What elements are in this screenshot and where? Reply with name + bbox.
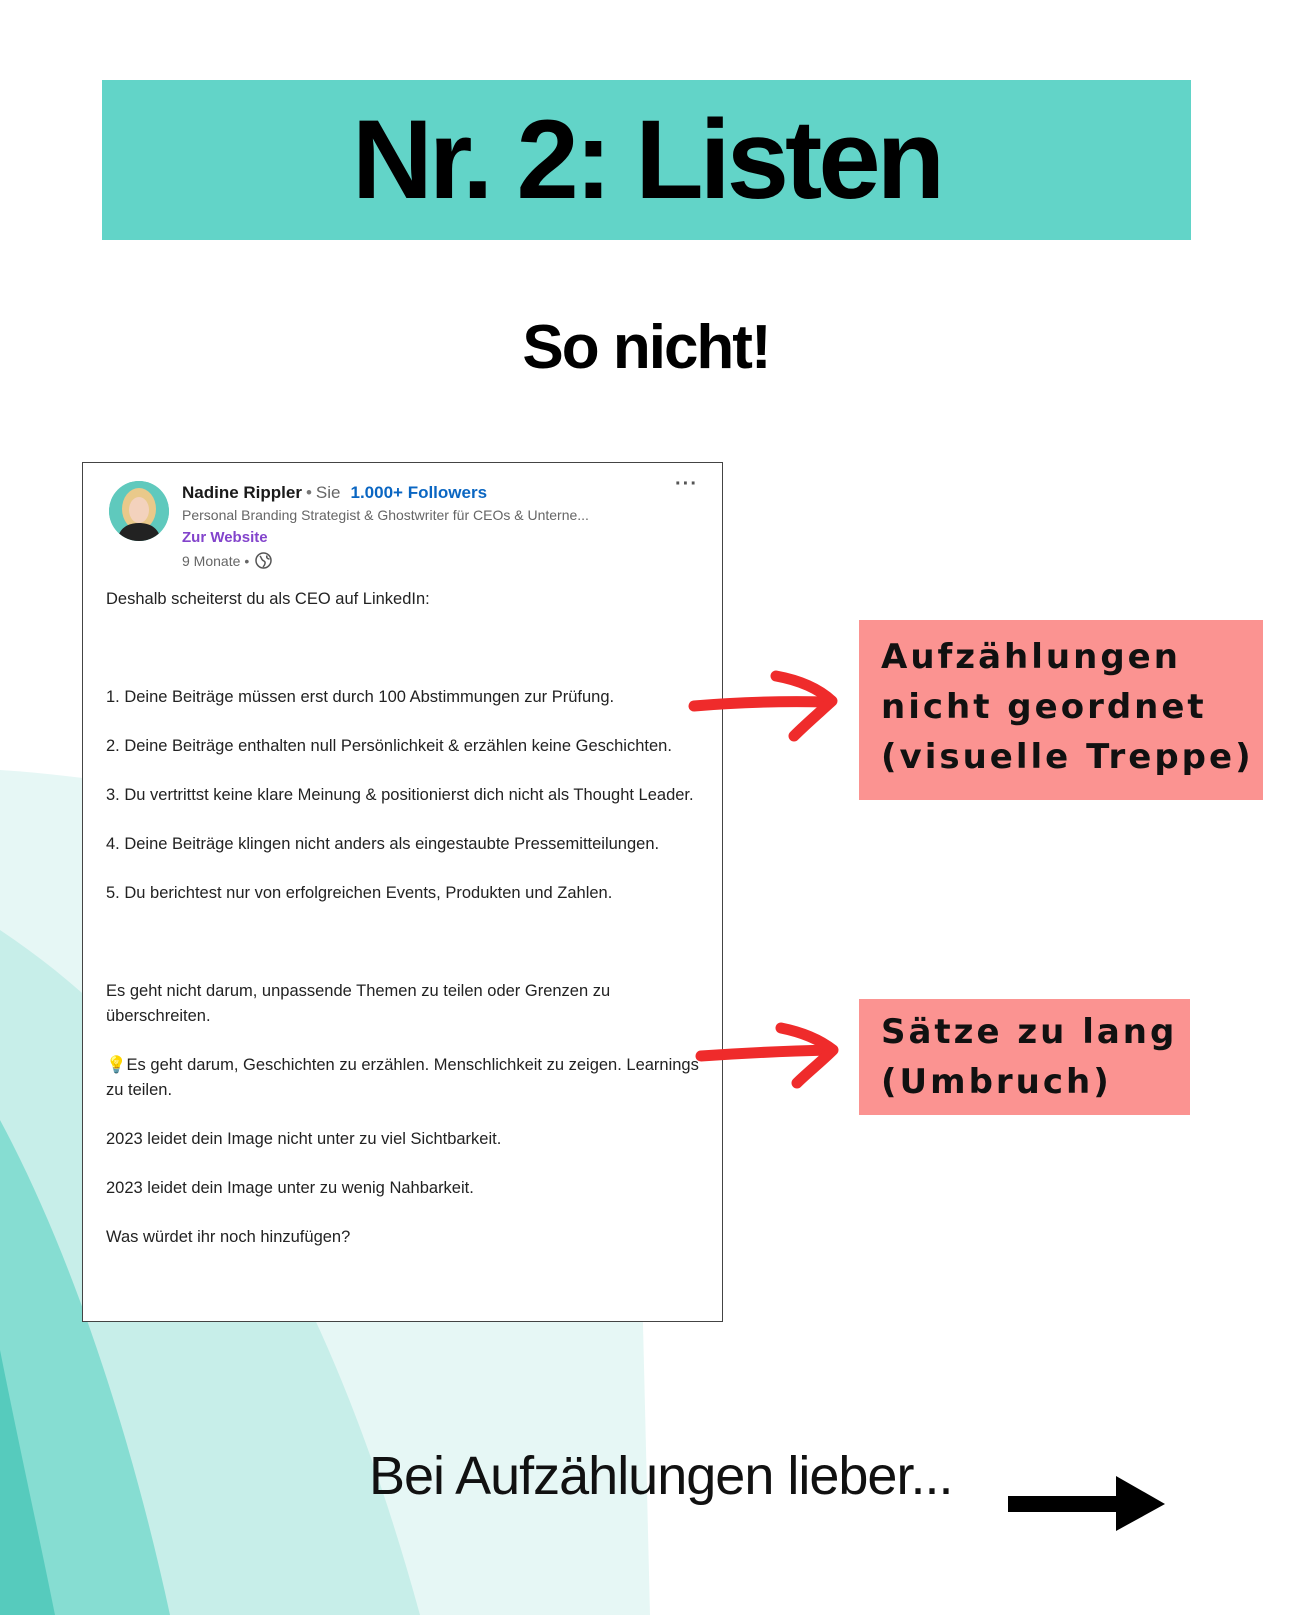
red-arrow-icon	[695, 1020, 850, 1090]
list-item: 5. Du berichtest nur von erfolgreichen Events, Produkten und Zahlen.	[106, 884, 613, 902]
subtitle: So nicht!	[522, 313, 770, 382]
red-arrow-icon	[688, 668, 848, 743]
list-item: 2. Deine Beiträge enthalten null Persönlichkeit & erzählen keine Geschichten.	[106, 737, 672, 755]
globe-icon	[255, 552, 272, 569]
title-banner	[102, 80, 1191, 240]
connection-degree: Sie	[315, 483, 341, 502]
arrow-right-icon[interactable]	[1008, 1474, 1166, 1532]
list-item: 3. Du vertrittst keine klare Meinung & positionierst dich nicht als Thought Leader.	[106, 786, 694, 804]
list-item: 1. Deine Beiträge müssen erst durch 100 Abstimmungen zur Prüfung.	[106, 688, 615, 706]
post-intro: Deshalb scheiterst du als CEO auf LinkedIn:	[106, 590, 430, 608]
list-item: 4. Deine Beiträge klingen nicht anders als eingestaubte Pressemitteilungen.	[106, 835, 660, 853]
paragraph: 2023 leidet dein Image nicht unter zu viel Sichtbarkeit.	[106, 1130, 502, 1148]
paragraph-text: Es geht darum, Geschichten zu erzählen. Menschlichkeit zu zeigen. Learnings zu teilen.	[106, 1056, 699, 1099]
followers-count[interactable]: 1.000+ Followers	[350, 483, 488, 502]
more-icon[interactable]: ···	[675, 473, 698, 495]
callout-text: (Umbruch)	[881, 1062, 1112, 1102]
callout-text: Sätze zu lang	[881, 1012, 1178, 1052]
paragraph: Es geht nicht darum, unpassende Themen zu teilen oder Grenzen zu überschreiten.	[106, 982, 611, 1025]
page-title: Nr. 2: Listen	[351, 97, 942, 222]
callout-text: nicht geordnet	[881, 687, 1207, 727]
callout-text: Aufzählungen	[881, 637, 1181, 677]
callout-long-sentences	[859, 999, 1190, 1115]
author-name[interactable]: Nadine Rippler	[182, 483, 302, 502]
website-link[interactable]: Zur Website	[182, 529, 268, 546]
author-headline: Personal Branding Strategist & Ghostwriter für CEOs & Unterne...	[182, 507, 589, 523]
post-question: Was würdet ihr noch hinzufügen?	[106, 1228, 351, 1246]
post-time: 9 Monate	[182, 552, 241, 569]
footer-text: Bei Aufzählungen lieber...	[369, 1446, 953, 1506]
lightbulb-icon: 💡	[106, 1056, 127, 1074]
callout-text: (visuelle Treppe)	[881, 737, 1254, 777]
callout-unordered-list	[859, 620, 1263, 800]
post-body	[106, 587, 706, 1250]
linkedin-post-card: Nadine Rippler • Sie 1.000+ Followers Personal Branding Strategist & Ghostwriter für CEOs & Unterne... Zur Website 9 Monate • ··· Deshalb scheiterst du als CEO auf LinkedIn: 1. Deine Beiträge müssen erst durch 100 Abstimmungen zur Prüfung. 2. Deine Beiträge enthalten null Persönlichkeit & erzählen keine Geschichten. 3. Du vertrittst keine klare Meinung & positionierst dich nicht als Thought Leader. 4. Deine Beiträge klingen nicht anders als eingestaubte Pressemitteilungen. 5. Du berichtest nur von erfolgreichen Events, Produkten und Zahlen. Es geht nicht darum, unpassende Themen zu teilen oder Grenzen zu überschreiten. 💡Es geht darum, Geschichten zu erzählen. Menschlichkeit zu zeigen. Learnings zu teilen. 2023 leidet dein Image nicht unter zu viel Sichtbarkeit. 2023 leidet dein Image unter zu wenig Nahbarkeit. Was würdet ihr noch hinzufügen?	[82, 462, 723, 1322]
paragraph	[106, 1053, 706, 1103]
avatar[interactable]	[109, 481, 169, 541]
paragraph: 2023 leidet dein Image unter zu wenig Nahbarkeit.	[106, 1179, 474, 1197]
